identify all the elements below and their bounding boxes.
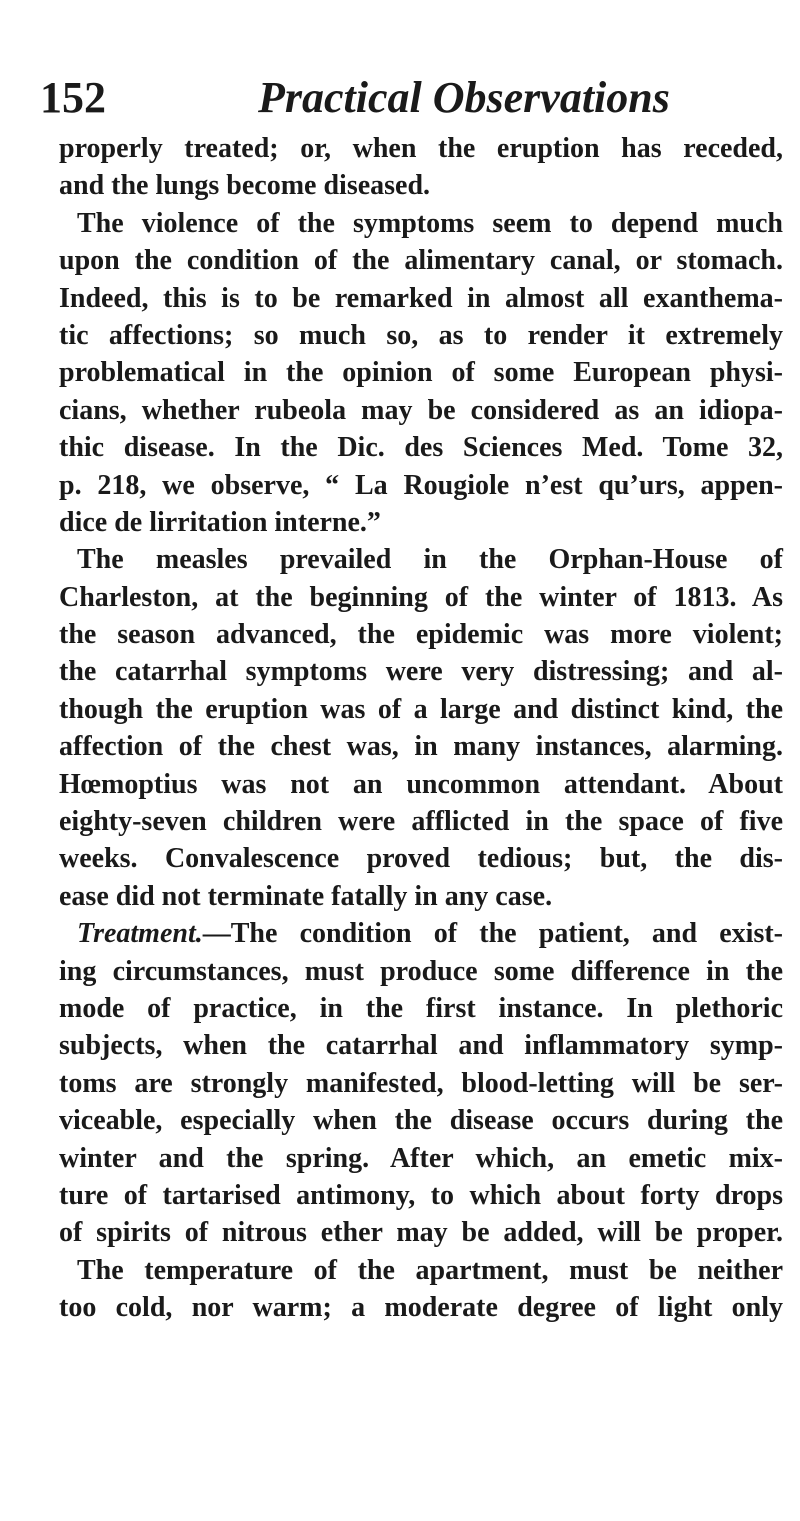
body-text bbox=[59, 130, 783, 1327]
text-line-content: —The condition of the patient, and exist- bbox=[202, 918, 783, 950]
text-line bbox=[59, 915, 783, 952]
text-line-content: upon the condition of the alimentary canal, or stomach. bbox=[59, 245, 783, 277]
text-line bbox=[59, 1102, 783, 1139]
text-line-content: eighty-seven children were afflicted in the space of five bbox=[59, 806, 783, 838]
text-line-content: thic disease. In the Dic. des Sciences Med. Tome 32, bbox=[59, 432, 783, 464]
text-line bbox=[59, 616, 783, 653]
text-line-content: Hœmoptius was not an uncommon attendant. About bbox=[59, 768, 783, 800]
text-line-content: problematical in the opinion of some European physi- bbox=[59, 357, 783, 389]
page-header bbox=[40, 68, 760, 128]
text-line bbox=[59, 167, 783, 204]
text-line-content: Indeed, this is to be remarked in almost all exanthema- bbox=[59, 282, 783, 314]
page-number: 152 bbox=[40, 73, 106, 122]
text-line-content: the season advanced, the epidemic was more violent; bbox=[59, 619, 783, 651]
text-line bbox=[59, 504, 783, 541]
text-line-content: of spirits of nitrous ether may be added, will be proper. bbox=[59, 1217, 783, 1249]
text-line-content: affection of the chest was, in many instances, alarming. bbox=[59, 731, 783, 763]
text-line bbox=[59, 1289, 783, 1326]
text-line bbox=[59, 1140, 783, 1177]
text-line bbox=[59, 1252, 783, 1289]
text-line bbox=[59, 653, 783, 690]
text-line bbox=[59, 130, 783, 167]
text-line-content: toms are strongly manifested, blood-letting will be ser- bbox=[59, 1067, 783, 1099]
text-line bbox=[59, 317, 783, 354]
text-line-content: The violence of the symptoms seem to depend much bbox=[77, 207, 783, 239]
text-line-content: the catarrhal symptoms were very distressing; and al- bbox=[59, 656, 783, 688]
text-line-content: ture of tartarised antimony, to which about forty drops bbox=[59, 1179, 783, 1211]
text-line-content: ease did not terminate fatally in any case. bbox=[59, 880, 553, 912]
text-line bbox=[59, 280, 783, 317]
text-line-content: viceable, especially when the disease occurs during the bbox=[59, 1105, 783, 1137]
section-heading-treatment: Treatment. bbox=[77, 918, 203, 950]
text-line-content: p. 218, we observe, “ La Rougiole n’est qu’urs, appen- bbox=[59, 469, 783, 501]
text-line-content: weeks. Convalescence proved tedious; but, the dis- bbox=[59, 843, 783, 875]
text-line bbox=[59, 467, 783, 504]
text-line-content: cians, whether rubeola may be considered as an idiopa- bbox=[59, 394, 783, 426]
text-line bbox=[59, 728, 783, 765]
text-line-content: Charleston, at the beginning of the winter of 1813. As bbox=[59, 581, 783, 613]
text-line-content: properly treated; or, when the eruption has receded, bbox=[59, 133, 783, 164]
text-line-content: The measles prevailed in the Orphan-House of bbox=[77, 544, 783, 576]
text-line bbox=[59, 541, 783, 578]
text-line bbox=[59, 840, 783, 877]
text-line-content: though the eruption was of a large and distinct kind, the bbox=[59, 693, 783, 725]
text-line bbox=[59, 429, 783, 466]
running-title: Practical Observations bbox=[258, 73, 670, 122]
text-line-content: and the lungs become diseased. bbox=[59, 170, 431, 202]
text-line bbox=[59, 803, 783, 840]
text-line-content: too cold, nor warm; a moderate degree of light only bbox=[59, 1292, 783, 1324]
text-line bbox=[59, 1027, 783, 1064]
text-line bbox=[59, 1065, 783, 1102]
text-line bbox=[59, 766, 783, 803]
text-line bbox=[59, 990, 783, 1027]
text-line-content: winter and the spring. After which, an emetic mix- bbox=[59, 1142, 783, 1174]
text-line-content: The temperature of the apartment, must be neither bbox=[77, 1254, 783, 1286]
text-line-content: subjects, when the catarrhal and inflammatory symp- bbox=[59, 1030, 783, 1062]
text-line bbox=[59, 392, 783, 429]
text-line bbox=[59, 354, 783, 391]
text-line bbox=[59, 205, 783, 242]
text-line-content: mode of practice, in the first instance. In plethoric bbox=[59, 992, 783, 1024]
text-line bbox=[59, 691, 783, 728]
text-line bbox=[59, 953, 783, 990]
text-line bbox=[59, 1214, 783, 1251]
text-line-content: ing circumstances, must produce some difference in the bbox=[59, 955, 783, 987]
text-line bbox=[59, 878, 783, 915]
text-line-content: tic affections; so much so, as to render it extremely bbox=[59, 319, 783, 351]
text-line bbox=[59, 242, 783, 279]
text-line-content: dice de lirritation interne.” bbox=[59, 506, 381, 538]
text-line bbox=[59, 1177, 783, 1214]
text-line bbox=[59, 579, 783, 616]
